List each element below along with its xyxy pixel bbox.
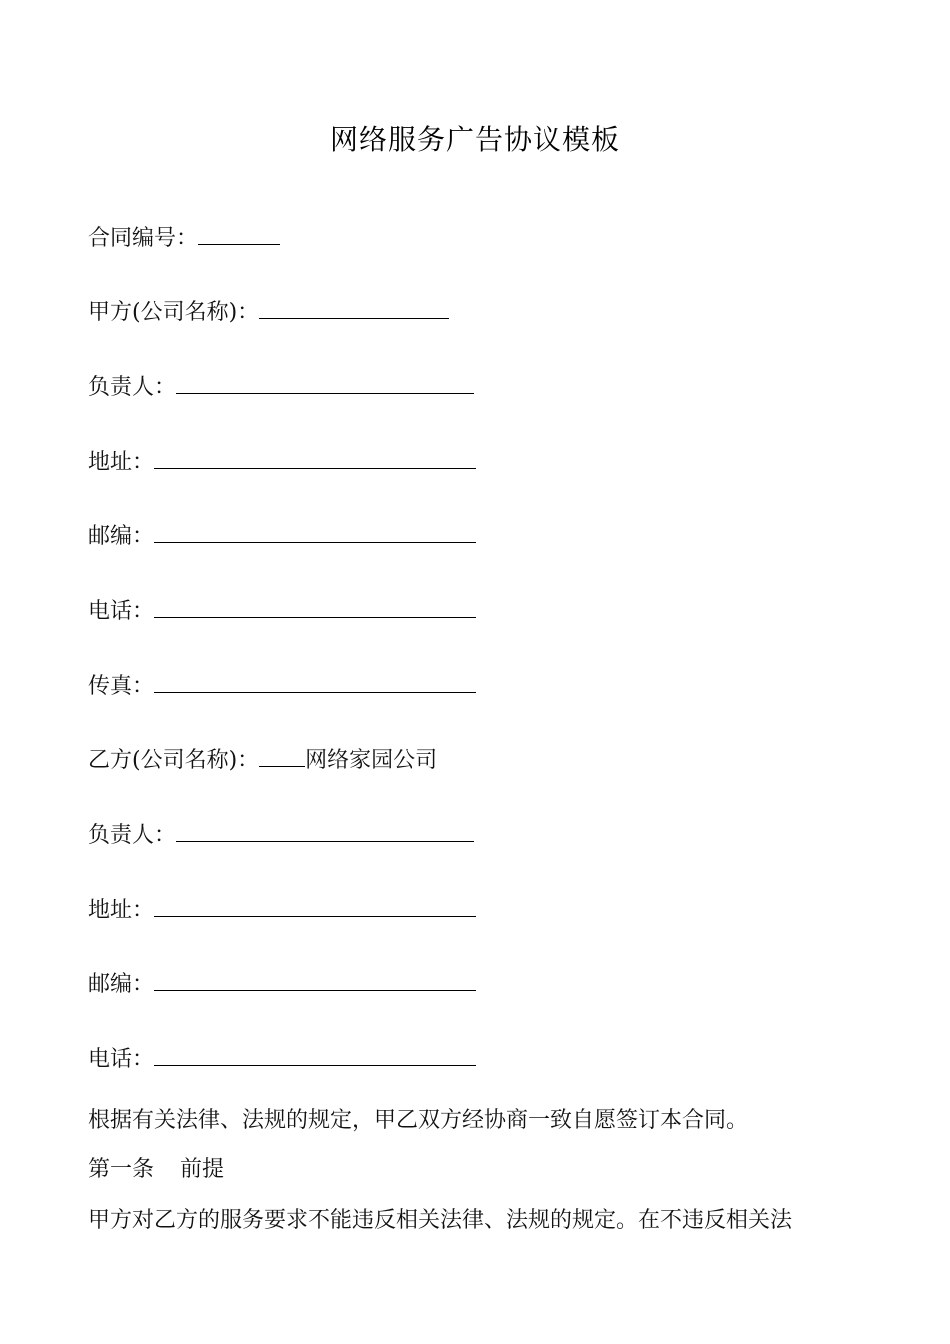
party-a-name-row: [88, 296, 449, 328]
party-b-address-label: 地址：: [88, 898, 155, 923]
party-b-contact-label: 负责人：: [88, 823, 177, 848]
intro-paragraph: 根据有关法律、法规的规定，甲乙双方经协商一致自愿签订本合同。: [88, 1108, 749, 1133]
party-b-field-row: [88, 1043, 476, 1075]
party-a-field-row: [88, 446, 476, 478]
party-a-field-row: [88, 371, 474, 403]
contract-number-blank[interactable]: [198, 222, 280, 245]
party-b-contact-blank[interactable]: [176, 819, 474, 842]
party-a-contact-label: 负责人：: [88, 375, 177, 400]
party-a-postcode-blank[interactable]: [154, 520, 476, 543]
article-1-text: 甲方对乙方的服务要求不能违反相关法律、法规的规定。在不违反相关法: [88, 1208, 793, 1233]
party-b-postcode-blank[interactable]: [154, 968, 476, 991]
party-b-name-blank[interactable]: [259, 744, 305, 767]
party-a-name-blank[interactable]: [259, 296, 449, 319]
contract-number-row: [88, 222, 280, 254]
party-a-name-label: 甲方(公司名称)：: [88, 300, 260, 325]
party-b-address-blank[interactable]: [154, 894, 476, 917]
document-title: 网络服务广告协议模板: [329, 123, 620, 156]
party-b-phone-blank[interactable]: [154, 1043, 476, 1066]
article-1-number: 第一条: [88, 1157, 155, 1182]
party-a-field-row: [88, 670, 476, 702]
party-a-field-row: [88, 520, 476, 552]
party-a-field-row: [88, 595, 476, 627]
article-1-title: 前提: [180, 1157, 225, 1182]
party-a-fax-label: 传真：: [88, 674, 155, 699]
contract-number-label: 合同编号：: [88, 226, 199, 251]
party-b-postcode-label: 邮编：: [88, 972, 155, 997]
party-b-field-row: [88, 894, 476, 926]
party-b-name-label: 乙方(公司名称)：: [88, 748, 260, 773]
party-a-phone-label: 电话：: [88, 599, 155, 624]
party-b-name-value: 网络家园公司: [305, 748, 438, 773]
party-a-contact-blank[interactable]: [176, 371, 474, 394]
party-a-postcode-label: 邮编：: [88, 524, 155, 549]
party-a-address-label: 地址：: [88, 450, 155, 475]
party-b-name-row: [88, 744, 437, 776]
article-1-heading: [88, 1155, 224, 1185]
party-a-fax-blank[interactable]: [154, 670, 476, 693]
party-b-field-row: [88, 819, 474, 851]
party-a-address-blank[interactable]: [154, 446, 476, 469]
party-b-field-row: [88, 968, 476, 1000]
party-a-phone-blank[interactable]: [154, 595, 476, 618]
party-b-phone-label: 电话：: [88, 1047, 155, 1072]
